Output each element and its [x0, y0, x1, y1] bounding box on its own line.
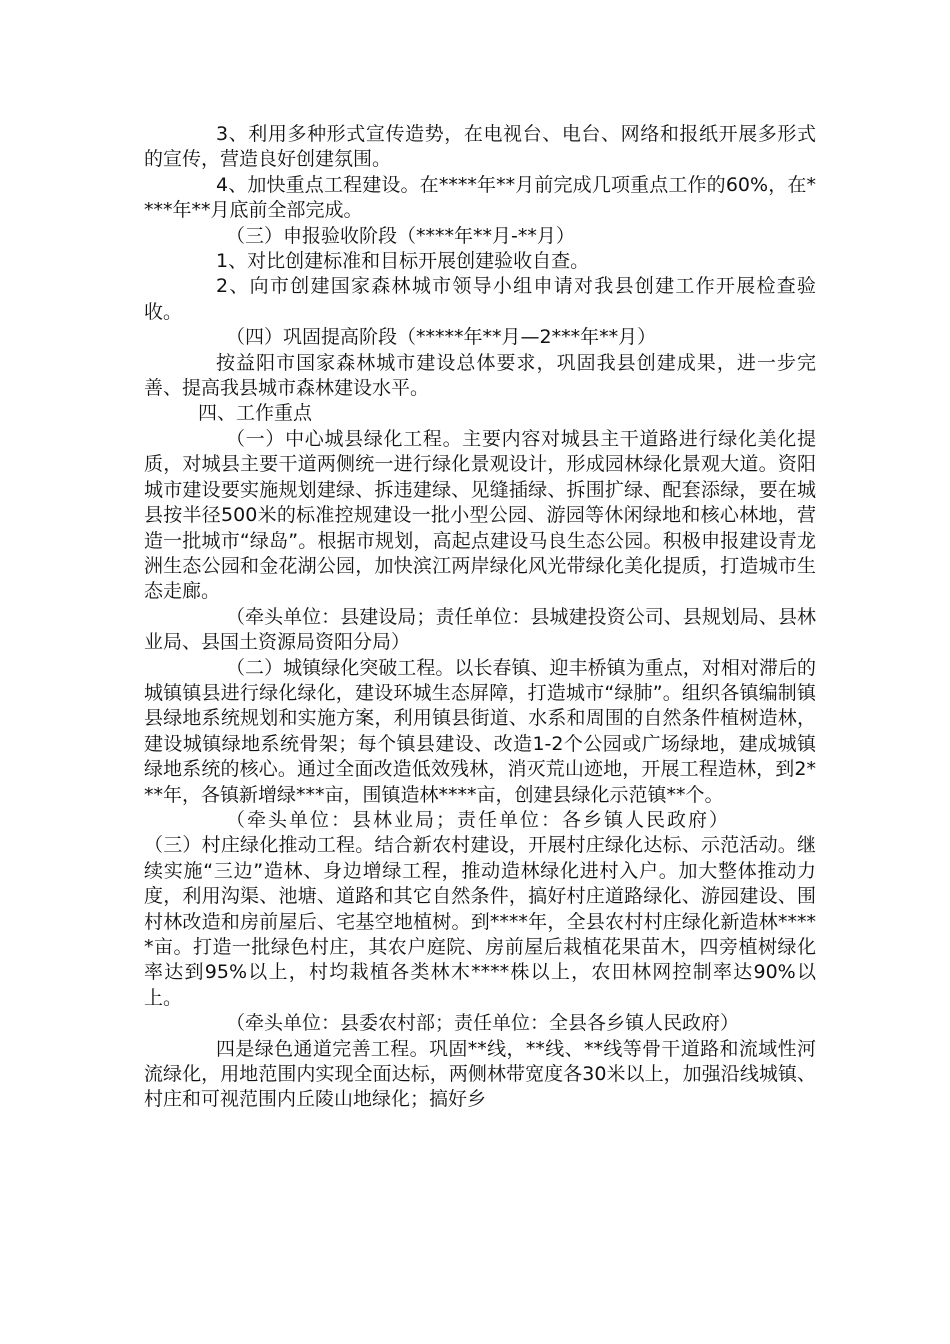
paragraph-consolidation: 按益阳市国家森林城市建设总体要求，巩固我县创建成果，进一步完善、提高我县城市森林建设水平。 [144, 351, 816, 400]
document-body [144, 122, 816, 1113]
paragraph-units-2: （牵头单位：县林业局；责任单位：各乡镇人民政府） [226, 808, 731, 831]
paragraph-key-projects: 4、加快重点工程建设。在****年**月前完成几项重点工作的60%，在****年**月底前全部完成。 [144, 173, 816, 222]
paragraph-town-greening: （二）城镇绿化突破工程。以长春镇、迎丰桥镇为重点，对相对滞后的城镇镇县进行绿化绿化，建设环城生态屏障，打造城市“绿肺”。组织各镇编制镇县绿地系统规划和实施方案，利用镇县街道、水系和周围的自然条件植树造林，建设城镇绿地系统骨架；每个镇县建设、改造1-2个公园或广场绿地，建成城镇绿地系统的核心。通过全面改造低效残林，消灭荒山迹地，开展工程造林，到2***年，各镇新增绿***亩，围镇造林****亩，创建县绿化示范镇**个。 [144, 656, 816, 806]
paragraph-apply-inspection: 2、向市创建国家森林城市领导小组申请对我县创建工作开展检查验收。 [144, 275, 816, 323]
paragraph-units-3: （牵头单位：县委农村部；责任单位：全县各乡镇人民政府） [226, 1012, 740, 1035]
paragraph-units-1: （牵头单位：县建设局；责任单位：县城建投资公司、县规划局、县林业局、县国土资源局资阳分局） [144, 605, 816, 654]
heading-work-focus: 四、工作重点 [198, 402, 313, 425]
heading-consolidation-stage: （四）巩固提高阶段（*****年**月—2***年**月） [226, 326, 657, 349]
paragraph-green-corridor: 四是绿色通道完善工程。巩固**线，**线、**线等骨干道路和流域性河流绿化，用地范围内实现全面达标，两侧林带宽度各30米以上，加强沿线城镇、村庄和可视范围内丘陵山地绿化；搞好乡 [144, 1037, 816, 1111]
paragraph-publicity: 3、利用多种形式宣传造势，在电视台、电台、网络和报纸开展多形式的宣传，营造良好创建氛围。 [144, 123, 816, 171]
paragraph-village-greening: （三）村庄绿化推动工程。结合新农村建设，开展村庄绿化达标、示范活动。继续实施“三边”造林、身边增绿工程，推动造林绿化进村入户。加大整体推动力度，利用沟渠、池塘、道路和其它自然条件，搞好村庄道路绿化、游园建设、围村林改造和房前屋后、宅基空地植树。到****年，全县农村村庄绿化新造林*****亩。打造一批绿色村庄，其农户庭院、房前屋后栽植花果苗木，四旁植树绿化率达到95%以上，村均栽植各类林木****株以上，农田林网控制率达90%以上。 [144, 834, 816, 1009]
paragraph-self-check: 1、对比创建标准和目标开展创建验收自查。 [216, 250, 590, 273]
heading-acceptance-stage: （三）申报验收阶段（****年**月-**月） [226, 224, 575, 247]
paragraph-central-greening: （一）中心城县绿化工程。主要内容对城县主干道路进行绿化美化提质，对城县主要干道两侧统一进行绿化景观设计，形成园林绿化景观大道。资阳城市建设要实施规划建绿、拆违建绿、见缝插绿、拆围扩绿、配套添绿，要在城县按半径500米的标准控规建设一批小型公园、游园等休闲绿地和核心林地，营造一批城市“绿岛”。根据市规划，高起点建设马良生态公园。积极申报建设青龙洲生态公园和金花湖公园，加快滨江两岸绿化风光带绿化美化提质，打造城市生态走廊。 [144, 427, 816, 603]
